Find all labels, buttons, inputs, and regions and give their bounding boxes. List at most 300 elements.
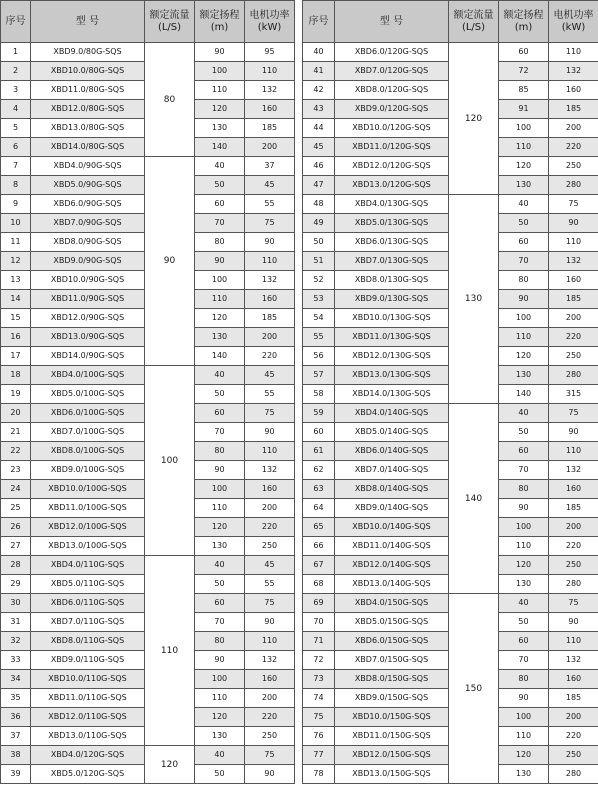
header-head-label: 额定扬程 — [199, 9, 240, 21]
row-head-cell: 72 — [499, 62, 549, 81]
row-model-cell: XBD10.0/120G-SQS — [335, 119, 449, 138]
table-row — [303, 594, 598, 613]
header-head — [195, 1, 245, 43]
row-model-cell: XBD12.0/80G-SQS — [31, 100, 145, 119]
row-head-cell: 70 — [195, 423, 245, 442]
row-head-cell: 90 — [195, 252, 245, 271]
row-model-cell: XBD4.0/120G-SQS — [31, 746, 145, 765]
row-head-cell: 50 — [195, 765, 245, 784]
row-model-cell: XBD12.0/130G-SQS — [335, 347, 449, 366]
row-no-cell: 2 — [1, 62, 31, 81]
table-body-right — [303, 43, 598, 784]
row-no-cell: 34 — [1, 670, 31, 689]
row-no-cell: 36 — [1, 708, 31, 727]
row-model-cell: XBD8.0/140G-SQS — [335, 480, 449, 499]
row-no-cell: 72 — [303, 651, 335, 670]
row-flow-cell: 150 — [449, 594, 499, 784]
row-no-cell: 27 — [1, 537, 31, 556]
row-power-cell: 280 — [549, 176, 598, 195]
row-model-cell: XBD7.0/140G-SQS — [335, 461, 449, 480]
row-no-cell: 51 — [303, 252, 335, 271]
row-model-cell: XBD12.0/90G-SQS — [31, 309, 145, 328]
row-head-cell: 130 — [195, 119, 245, 138]
row-flow-cell: 100 — [145, 366, 195, 556]
row-model-cell: XBD8.0/130G-SQS — [335, 271, 449, 290]
row-head-cell: 100 — [195, 271, 245, 290]
row-model-cell: XBD14.0/80G-SQS — [31, 138, 145, 157]
row-model-cell: XBD13.0/140G-SQS — [335, 575, 449, 594]
row-model-cell: XBD8.0/110G-SQS — [31, 632, 145, 651]
row-power-cell: 45 — [245, 556, 295, 575]
row-head-cell: 120 — [195, 708, 245, 727]
row-model-cell: XBD13.0/130G-SQS — [335, 366, 449, 385]
row-model-cell: XBD4.0/110G-SQS — [31, 556, 145, 575]
header-head-label: 额定扬程 — [503, 9, 544, 21]
row-no-cell: 45 — [303, 138, 335, 157]
row-power-cell: 45 — [245, 366, 295, 385]
row-power-cell: 220 — [245, 708, 295, 727]
row-no-cell: 64 — [303, 499, 335, 518]
row-head-cell: 100 — [499, 309, 549, 328]
row-power-cell: 95 — [245, 43, 295, 62]
row-model-cell: XBD14.0/130G-SQS — [335, 385, 449, 404]
row-power-cell: 37 — [245, 157, 295, 176]
row-head-cell: 130 — [499, 176, 549, 195]
row-no-cell: 25 — [1, 499, 31, 518]
row-model-cell: XBD8.0/100G-SQS — [31, 442, 145, 461]
row-no-cell: 39 — [1, 765, 31, 784]
row-model-cell: XBD12.0/100G-SQS — [31, 518, 145, 537]
row-power-cell: 45 — [245, 176, 295, 195]
header-flow — [145, 1, 195, 43]
row-head-cell: 110 — [499, 138, 549, 157]
header-row — [303, 1, 598, 43]
row-head-cell: 140 — [195, 347, 245, 366]
row-power-cell: 200 — [245, 138, 295, 157]
row-power-cell: 160 — [245, 670, 295, 689]
row-power-cell: 280 — [549, 366, 598, 385]
row-power-cell: 90 — [245, 765, 295, 784]
row-head-cell: 70 — [499, 461, 549, 480]
row-power-cell: 110 — [549, 632, 598, 651]
row-power-cell: 220 — [245, 518, 295, 537]
row-no-cell: 52 — [303, 271, 335, 290]
row-no-cell: 13 — [1, 271, 31, 290]
row-head-cell: 110 — [195, 689, 245, 708]
row-no-cell: 12 — [1, 252, 31, 271]
header-flow-unit: (L/S) — [157, 21, 182, 33]
table-row — [303, 195, 598, 214]
row-no-cell: 10 — [1, 214, 31, 233]
row-head-cell: 60 — [499, 43, 549, 62]
row-head-cell: 120 — [195, 100, 245, 119]
row-no-cell: 26 — [1, 518, 31, 537]
row-no-cell: 20 — [1, 404, 31, 423]
header-flow-label: 额定流量 — [149, 9, 190, 21]
row-no-cell: 56 — [303, 347, 335, 366]
row-flow-cell: 120 — [449, 43, 499, 195]
row-model-cell: XBD5.0/150G-SQS — [335, 613, 449, 632]
row-no-cell: 47 — [303, 176, 335, 195]
row-power-cell: 90 — [549, 214, 598, 233]
row-model-cell: XBD6.0/150G-SQS — [335, 632, 449, 651]
row-power-cell: 160 — [245, 100, 295, 119]
row-model-cell: XBD9.0/150G-SQS — [335, 689, 449, 708]
row-model-cell: XBD11.0/80G-SQS — [31, 81, 145, 100]
row-head-cell: 50 — [499, 214, 549, 233]
header-head — [499, 1, 549, 43]
row-power-cell: 75 — [549, 404, 598, 423]
row-head-cell: 100 — [499, 119, 549, 138]
row-head-cell: 91 — [499, 100, 549, 119]
row-no-cell: 71 — [303, 632, 335, 651]
row-model-cell: XBD9.0/140G-SQS — [335, 499, 449, 518]
row-model-cell: XBD8.0/150G-SQS — [335, 670, 449, 689]
row-model-cell: XBD10.0/150G-SQS — [335, 708, 449, 727]
header-power — [245, 1, 295, 43]
row-no-cell: 43 — [303, 100, 335, 119]
row-no-cell: 77 — [303, 746, 335, 765]
row-flow-cell: 80 — [145, 43, 195, 157]
row-model-cell: XBD5.0/140G-SQS — [335, 423, 449, 442]
row-no-cell: 37 — [1, 727, 31, 746]
row-power-cell: 185 — [549, 689, 598, 708]
row-power-cell: 160 — [549, 480, 598, 499]
row-head-cell: 40 — [195, 366, 245, 385]
row-power-cell: 75 — [549, 594, 598, 613]
header-power — [549, 1, 598, 43]
row-no-cell: 30 — [1, 594, 31, 613]
header-power-unit: (kW) — [561, 21, 586, 33]
row-no-cell: 70 — [303, 613, 335, 632]
row-no-cell: 58 — [303, 385, 335, 404]
row-no-cell: 21 — [1, 423, 31, 442]
row-head-cell: 130 — [499, 366, 549, 385]
row-power-cell: 200 — [549, 119, 598, 138]
row-power-cell: 90 — [245, 423, 295, 442]
row-power-cell: 200 — [549, 708, 598, 727]
row-head-cell: 60 — [195, 594, 245, 613]
header-flow — [449, 1, 499, 43]
header-power-label: 电机功率 — [249, 9, 290, 21]
row-no-cell: 55 — [303, 328, 335, 347]
row-flow-cell: 130 — [449, 195, 499, 404]
row-model-cell: XBD6.0/90G-SQS — [31, 195, 145, 214]
row-no-cell: 78 — [303, 765, 335, 784]
row-no-cell: 53 — [303, 290, 335, 309]
row-head-cell: 70 — [195, 613, 245, 632]
row-power-cell: 315 — [549, 385, 598, 404]
row-power-cell: 75 — [245, 404, 295, 423]
row-power-cell: 200 — [245, 689, 295, 708]
row-head-cell: 100 — [195, 62, 245, 81]
row-no-cell: 49 — [303, 214, 335, 233]
row-no-cell: 41 — [303, 62, 335, 81]
row-power-cell: 220 — [245, 347, 295, 366]
row-power-cell: 160 — [549, 271, 598, 290]
row-power-cell: 220 — [549, 727, 598, 746]
row-power-cell: 110 — [549, 233, 598, 252]
row-no-cell: 18 — [1, 366, 31, 385]
row-no-cell: 14 — [1, 290, 31, 309]
row-power-cell: 220 — [549, 328, 598, 347]
row-model-cell: XBD10.0/140G-SQS — [335, 518, 449, 537]
row-head-cell: 120 — [499, 746, 549, 765]
row-no-cell: 5 — [1, 119, 31, 138]
row-model-cell: XBD7.0/130G-SQS — [335, 252, 449, 271]
header-model: 型 号 — [335, 1, 449, 43]
row-power-cell: 132 — [549, 62, 598, 81]
header-flow-label: 额定流量 — [453, 9, 494, 21]
row-no-cell: 60 — [303, 423, 335, 442]
row-no-cell: 62 — [303, 461, 335, 480]
row-power-cell: 132 — [549, 461, 598, 480]
row-model-cell: XBD7.0/100G-SQS — [31, 423, 145, 442]
row-head-cell: 70 — [499, 252, 549, 271]
row-no-cell: 11 — [1, 233, 31, 252]
row-no-cell: 17 — [1, 347, 31, 366]
row-head-cell: 110 — [499, 727, 549, 746]
row-head-cell: 80 — [499, 670, 549, 689]
row-head-cell: 130 — [195, 727, 245, 746]
row-power-cell: 110 — [245, 632, 295, 651]
header-model: 型 号 — [31, 1, 145, 43]
row-head-cell: 110 — [195, 81, 245, 100]
row-model-cell: XBD11.0/130G-SQS — [335, 328, 449, 347]
row-model-cell: XBD13.0/90G-SQS — [31, 328, 145, 347]
row-no-cell: 29 — [1, 575, 31, 594]
row-power-cell: 110 — [245, 62, 295, 81]
row-no-cell: 16 — [1, 328, 31, 347]
row-no-cell: 6 — [1, 138, 31, 157]
row-model-cell: XBD10.0/130G-SQS — [335, 309, 449, 328]
row-head-cell: 40 — [195, 746, 245, 765]
row-no-cell: 73 — [303, 670, 335, 689]
row-model-cell: XBD6.0/140G-SQS — [335, 442, 449, 461]
row-power-cell: 90 — [549, 613, 598, 632]
row-model-cell: XBD5.0/110G-SQS — [31, 575, 145, 594]
row-model-cell: XBD5.0/120G-SQS — [31, 765, 145, 784]
row-model-cell: XBD9.0/120G-SQS — [335, 100, 449, 119]
row-power-cell: 185 — [549, 290, 598, 309]
row-power-cell: 185 — [549, 499, 598, 518]
row-no-cell: 38 — [1, 746, 31, 765]
row-power-cell: 132 — [245, 651, 295, 670]
row-power-cell: 250 — [245, 537, 295, 556]
row-model-cell: XBD9.0/130G-SQS — [335, 290, 449, 309]
row-head-cell: 100 — [499, 708, 549, 727]
row-no-cell: 67 — [303, 556, 335, 575]
row-no-cell: 4 — [1, 100, 31, 119]
row-power-cell: 200 — [245, 499, 295, 518]
row-power-cell: 110 — [549, 43, 598, 62]
row-head-cell: 50 — [195, 385, 245, 404]
row-model-cell: XBD5.0/130G-SQS — [335, 214, 449, 233]
row-power-cell: 75 — [245, 594, 295, 613]
row-model-cell: XBD12.0/140G-SQS — [335, 556, 449, 575]
row-model-cell: XBD5.0/90G-SQS — [31, 176, 145, 195]
row-head-cell: 130 — [195, 328, 245, 347]
row-no-cell: 57 — [303, 366, 335, 385]
row-model-cell: XBD11.0/110G-SQS — [31, 689, 145, 708]
row-power-cell: 160 — [549, 81, 598, 100]
row-power-cell: 132 — [245, 81, 295, 100]
row-head-cell: 50 — [499, 423, 549, 442]
header-head-unit: (m) — [210, 21, 229, 33]
row-power-cell: 280 — [549, 765, 598, 784]
row-power-cell: 132 — [549, 651, 598, 670]
row-model-cell: XBD10.0/80G-SQS — [31, 62, 145, 81]
row-model-cell: XBD10.0/90G-SQS — [31, 271, 145, 290]
row-head-cell: 60 — [499, 442, 549, 461]
row-power-cell: 55 — [245, 195, 295, 214]
row-head-cell: 90 — [499, 689, 549, 708]
row-head-cell: 90 — [499, 290, 549, 309]
row-no-cell: 19 — [1, 385, 31, 404]
row-model-cell: XBD13.0/100G-SQS — [31, 537, 145, 556]
row-no-cell: 75 — [303, 708, 335, 727]
row-model-cell: XBD12.0/150G-SQS — [335, 746, 449, 765]
row-no-cell: 23 — [1, 461, 31, 480]
row-no-cell: 15 — [1, 309, 31, 328]
row-model-cell: XBD6.0/130G-SQS — [335, 233, 449, 252]
row-no-cell: 42 — [303, 81, 335, 100]
row-model-cell: XBD9.0/110G-SQS — [31, 651, 145, 670]
row-head-cell: 60 — [499, 233, 549, 252]
row-no-cell: 32 — [1, 632, 31, 651]
row-head-cell: 80 — [195, 442, 245, 461]
header-no: 序号 — [1, 1, 31, 43]
row-head-cell: 40 — [499, 594, 549, 613]
row-power-cell: 75 — [549, 195, 598, 214]
row-no-cell: 68 — [303, 575, 335, 594]
row-power-cell: 160 — [245, 290, 295, 309]
row-no-cell: 63 — [303, 480, 335, 499]
row-power-cell: 75 — [245, 746, 295, 765]
row-power-cell: 220 — [549, 537, 598, 556]
row-head-cell: 120 — [499, 157, 549, 176]
row-head-cell: 50 — [195, 575, 245, 594]
row-head-cell: 40 — [195, 556, 245, 575]
row-power-cell: 185 — [245, 119, 295, 138]
row-head-cell: 90 — [195, 651, 245, 670]
row-head-cell: 70 — [499, 651, 549, 670]
row-no-cell: 76 — [303, 727, 335, 746]
row-head-cell: 120 — [195, 309, 245, 328]
row-model-cell: XBD9.0/90G-SQS — [31, 252, 145, 271]
row-power-cell: 250 — [245, 727, 295, 746]
header-power-label: 电机功率 — [553, 9, 594, 21]
row-flow-cell: 140 — [449, 404, 499, 594]
row-no-cell: 48 — [303, 195, 335, 214]
row-no-cell: 22 — [1, 442, 31, 461]
row-head-cell: 100 — [195, 480, 245, 499]
row-head-cell: 40 — [195, 157, 245, 176]
row-power-cell: 250 — [549, 746, 598, 765]
row-power-cell: 110 — [245, 442, 295, 461]
row-model-cell: XBD11.0/150G-SQS — [335, 727, 449, 746]
row-model-cell: XBD8.0/120G-SQS — [335, 81, 449, 100]
row-no-cell: 50 — [303, 233, 335, 252]
row-model-cell: XBD4.0/150G-SQS — [335, 594, 449, 613]
row-model-cell: XBD7.0/90G-SQS — [31, 214, 145, 233]
row-model-cell: XBD9.0/100G-SQS — [31, 461, 145, 480]
spec-table-right — [302, 0, 598, 784]
row-power-cell: 55 — [245, 575, 295, 594]
row-flow-cell: 110 — [145, 556, 195, 746]
row-head-cell: 140 — [499, 385, 549, 404]
table-row — [1, 43, 295, 62]
row-flow-cell: 120 — [145, 746, 195, 784]
row-model-cell: XBD7.0/150G-SQS — [335, 651, 449, 670]
row-model-cell: XBD13.0/150G-SQS — [335, 765, 449, 784]
row-power-cell: 200 — [549, 518, 598, 537]
row-head-cell: 80 — [499, 271, 549, 290]
row-head-cell: 60 — [195, 195, 245, 214]
header-row — [1, 1, 295, 43]
row-model-cell: XBD12.0/110G-SQS — [31, 708, 145, 727]
row-head-cell: 110 — [195, 290, 245, 309]
row-model-cell: XBD13.0/120G-SQS — [335, 176, 449, 195]
row-head-cell: 120 — [195, 518, 245, 537]
row-no-cell: 33 — [1, 651, 31, 670]
row-head-cell: 50 — [195, 176, 245, 195]
row-no-cell: 24 — [1, 480, 31, 499]
table-row — [1, 157, 295, 176]
row-no-cell: 59 — [303, 404, 335, 423]
row-head-cell: 100 — [195, 670, 245, 689]
row-model-cell: XBD7.0/110G-SQS — [31, 613, 145, 632]
row-model-cell: XBD6.0/110G-SQS — [31, 594, 145, 613]
row-head-cell: 80 — [195, 233, 245, 252]
row-model-cell: XBD7.0/120G-SQS — [335, 62, 449, 81]
row-power-cell: 132 — [549, 252, 598, 271]
row-power-cell: 90 — [549, 423, 598, 442]
row-head-cell: 40 — [499, 404, 549, 423]
row-model-cell: XBD10.0/110G-SQS — [31, 670, 145, 689]
row-no-cell: 7 — [1, 157, 31, 176]
row-head-cell: 80 — [499, 480, 549, 499]
row-power-cell: 75 — [245, 214, 295, 233]
table-row — [1, 556, 295, 575]
row-no-cell: 3 — [1, 81, 31, 100]
row-head-cell: 85 — [499, 81, 549, 100]
row-model-cell: XBD4.0/100G-SQS — [31, 366, 145, 385]
row-head-cell: 120 — [499, 347, 549, 366]
row-model-cell: XBD4.0/90G-SQS — [31, 157, 145, 176]
row-power-cell: 90 — [245, 613, 295, 632]
row-head-cell: 110 — [499, 328, 549, 347]
row-head-cell: 50 — [499, 613, 549, 632]
row-no-cell: 35 — [1, 689, 31, 708]
row-no-cell: 69 — [303, 594, 335, 613]
row-power-cell: 200 — [245, 328, 295, 347]
row-no-cell: 66 — [303, 537, 335, 556]
row-power-cell: 250 — [549, 347, 598, 366]
row-head-cell: 110 — [499, 537, 549, 556]
row-head-cell: 80 — [195, 632, 245, 651]
row-no-cell: 9 — [1, 195, 31, 214]
row-power-cell: 90 — [245, 233, 295, 252]
row-head-cell: 130 — [499, 575, 549, 594]
row-power-cell: 160 — [549, 670, 598, 689]
row-no-cell: 61 — [303, 442, 335, 461]
row-power-cell: 110 — [549, 442, 598, 461]
row-no-cell: 65 — [303, 518, 335, 537]
row-model-cell: XBD11.0/90G-SQS — [31, 290, 145, 309]
row-flow-cell: 90 — [145, 157, 195, 366]
row-model-cell: XBD11.0/100G-SQS — [31, 499, 145, 518]
